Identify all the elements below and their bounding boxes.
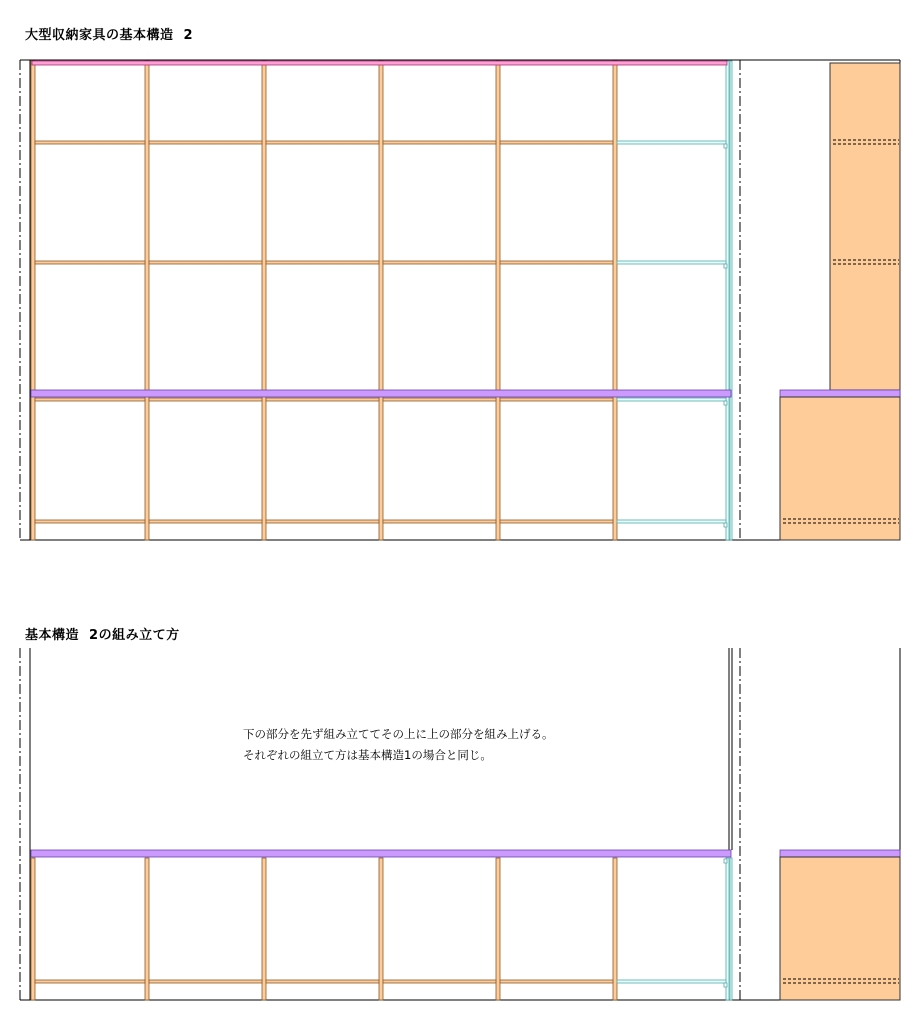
- shelf-board: [266, 980, 379, 983]
- middle-panel: [31, 390, 731, 397]
- shelf-board-open: [617, 980, 726, 983]
- vertical-post: [613, 61, 617, 540]
- shelf-board: [266, 520, 379, 523]
- right-end-board: [726, 61, 729, 540]
- vertical-post: [379, 61, 383, 540]
- shelf-board: [500, 141, 613, 144]
- shelf-board: [149, 520, 262, 523]
- right-end-board: [730, 858, 732, 1000]
- vertical-post: [145, 858, 149, 1000]
- shelf-board: [149, 398, 262, 401]
- vertical-post: [496, 61, 500, 540]
- vertical-post: [145, 61, 149, 540]
- vertical-post: [262, 858, 266, 1000]
- side-middle-panel: [780, 390, 900, 397]
- vertical-post: [262, 61, 266, 540]
- vertical-post: [379, 858, 383, 1000]
- top-panel: [32, 61, 727, 65]
- shelf-board: [35, 261, 145, 264]
- shelf-pin: [724, 859, 727, 863]
- diagram-1-title: 大型収納家具の基本構造 2: [25, 28, 194, 43]
- shelf-board-open: [617, 520, 726, 523]
- shelf-board: [383, 980, 496, 983]
- shelf-board: [383, 141, 496, 144]
- diagram-2-title: 基本構造 2の組み立て方: [25, 628, 180, 643]
- vertical-post: [496, 858, 500, 1000]
- shelf-board: [500, 520, 613, 523]
- shelf-pin: [724, 264, 727, 268]
- shelf-board: [500, 980, 613, 983]
- shelf-board: [35, 520, 145, 523]
- vertical-post: [31, 61, 35, 540]
- shelf-pin: [724, 983, 727, 987]
- shelf-board: [500, 261, 613, 264]
- middle-panel: [31, 850, 731, 857]
- shelf-board: [149, 980, 262, 983]
- shelf-board: [149, 141, 262, 144]
- right-end-board: [730, 61, 732, 540]
- shelf-pin: [724, 523, 727, 527]
- shelf-board-open: [617, 141, 726, 144]
- shelf-board-open: [617, 261, 726, 264]
- shelf-board: [383, 261, 496, 264]
- shelf-board: [383, 520, 496, 523]
- shelf-board: [35, 980, 145, 983]
- vertical-post: [31, 858, 35, 1000]
- shelf-board: [266, 141, 379, 144]
- shelf-board: [383, 398, 496, 401]
- shelf-board: [35, 398, 145, 401]
- right-end-board: [726, 858, 729, 1000]
- shelf-board: [35, 141, 145, 144]
- shelf-board: [266, 261, 379, 264]
- side-upper-panel: [830, 63, 900, 390]
- shelf-pin: [724, 401, 727, 405]
- shelf-board: [266, 398, 379, 401]
- shelf-board-open: [617, 398, 726, 401]
- vertical-post: [613, 858, 617, 1000]
- assembly-note-line-2: それぞれの組立て方は基本構造1の場合と同じ。: [243, 748, 492, 762]
- shelf-board: [149, 261, 262, 264]
- assembly-note-line-1: 下の部分を先ず組み立ててその上に上の部分を組み上げる。: [243, 727, 554, 741]
- side-middle-panel: [780, 850, 900, 857]
- shelf-board: [500, 398, 613, 401]
- shelf-pin: [724, 144, 727, 148]
